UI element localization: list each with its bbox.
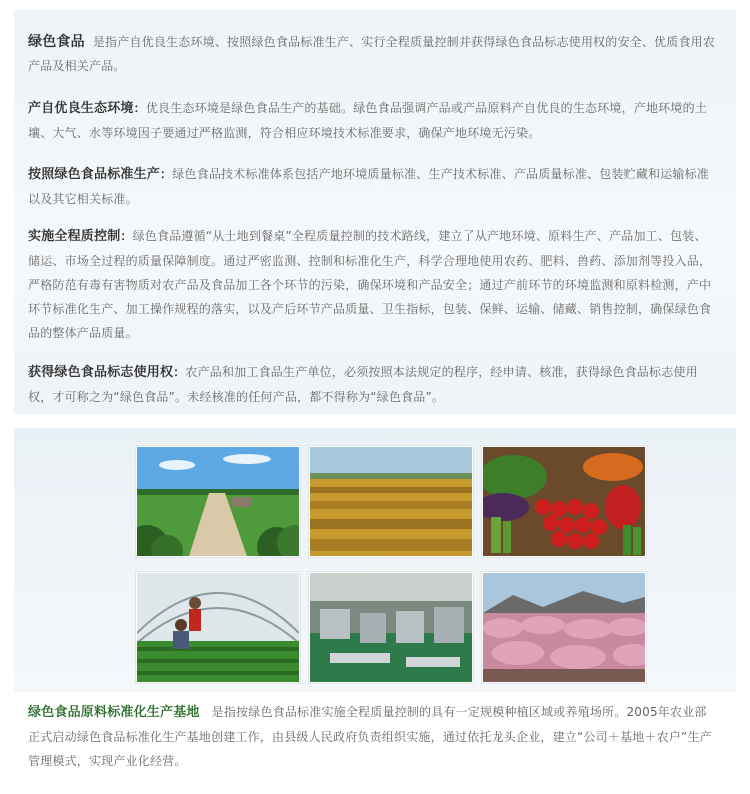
intro-text: 是指产自优良生态环境、按照绿色食品标准生产、实行全程质量控制并获得绿色食品标志使用权的安全、优质食用农产品及相关产品。 xyxy=(28,35,716,73)
section-title: 按照绿色食品标准生产 xyxy=(28,167,161,182)
base-paragraph xyxy=(28,700,718,773)
section-paragraph: 实施全程质控制：绿色食品遵循“从土地到餐桌”全程质量控制的技术路线，建立了从产地环境、原料生产、产品加工、包装、储运、市场全过程的质量保障制度。通过严密监测、控制和标准化生产，科学合理地使用农药、肥料、兽药、添加剂等投入品，严格防范有毒有害物质对农产品及食品加工各个环节的污染，确保环境和产品安全；通过产前环节的环境监测和原料检测，产中环节标准化生产、加工操作规程的落实，以及产后环节产品质量、卫生指标，包装、保鲜、运输、储藏、销售控制，确保绿色食品的整体产品质量。 xyxy=(28,229,712,340)
photo-processing-plant xyxy=(309,572,473,683)
intro-title: 绿色食品 xyxy=(28,34,85,50)
photo-blossom-orchard xyxy=(482,572,646,683)
photo-green-fields xyxy=(136,446,300,557)
section-title: 产自优良生态环境 xyxy=(28,101,134,116)
base-title: 绿色食品原料标准化生产基地 xyxy=(28,705,200,720)
photo-golden-crop-rows xyxy=(309,446,473,557)
section-text: 绿色食品遵循“从土地到餐桌”全程质量控制的技术路线，建立了从产地环境、原料生产、产品加工、包装、储运、市场全过程的质量保障制度。通过严密监测、控制和标准化生产，科学合理地使用农药、肥料、兽药、添加剂等投入品，严格防范有毒有害物质对农产品及食品加工各个环节的污染，确保环境和产品安全；通过产前环节的环境监测和原料检测，产中环节标准化生产、加工操作规程的落实，以及产后环节产品质量、卫生指标，包装、保鲜、运输、储藏、销售控制，确保绿色食品的整体产品质量。 xyxy=(28,229,712,340)
section-title: 实施全程质控制 xyxy=(28,229,121,244)
section-paragraph: 按照绿色食品标准生产：绿色食品技术标准体系包括产地环境质量标准、生产技术标准、产品质量标准、包装贮藏和运输标准以及其它相关标准。 xyxy=(28,167,710,206)
section-paragraph: 产自优良生态环境：优良生态环境是绿色食品生产的基础。绿色食品强调产品或产品原料产自优良的生态环境，产地环境的土壤、大气、水等环境因子要通过严格监测，符合相应环境技术标准要求，确保产地环境无污染。 xyxy=(28,101,708,140)
section-title: 获得绿色食品标志使用权 xyxy=(28,365,174,380)
section-text: 绿色食品技术标准体系包括产地环境质量标准、生产技术标准、产品质量标准、包装贮藏和运输标准以及其它相关标准。 xyxy=(28,167,710,206)
section-paragraph: 获得绿色食品标志使用权：农产品和加工食品生产单位，必须按照本法规定的程序，经申请、核准，获得绿色食品标志使用权，才可称之为“绿色食品”。未经核准的任何产品，都不得称为“绿色食品”。 xyxy=(28,365,698,404)
section-text: 农产品和加工食品生产单位，必须按照本法规定的程序，经申请、核准，获得绿色食品标志使用权，才可称之为“绿色食品”。未经核准的任何产品，都不得称为“绿色食品”。 xyxy=(28,365,698,404)
section-text: 优良生态环境是绿色食品生产的基础。绿色食品强调产品或产品原料产自优良的生态环境，产地环境的土壤、大气、水等环境因子要通过严格监测，符合相应环境技术标准要求，确保产地环境无污染。 xyxy=(28,101,708,140)
base-text: 是指按绿色食品标准实施全程质量控制的具有一定规模种植区域或养殖场所。2005年农业部正式启动绿色食品标准化生产基地创建工作，由县级人民政府负责组织实施，通过依托龙头企业，建立“公司＋基地＋农户”生产管理模式，实现产业化经营。 xyxy=(28,705,712,768)
photo-greenhouse-workers xyxy=(136,572,300,683)
intro-paragraph xyxy=(28,30,718,78)
photo-fresh-vegetables xyxy=(482,446,646,557)
